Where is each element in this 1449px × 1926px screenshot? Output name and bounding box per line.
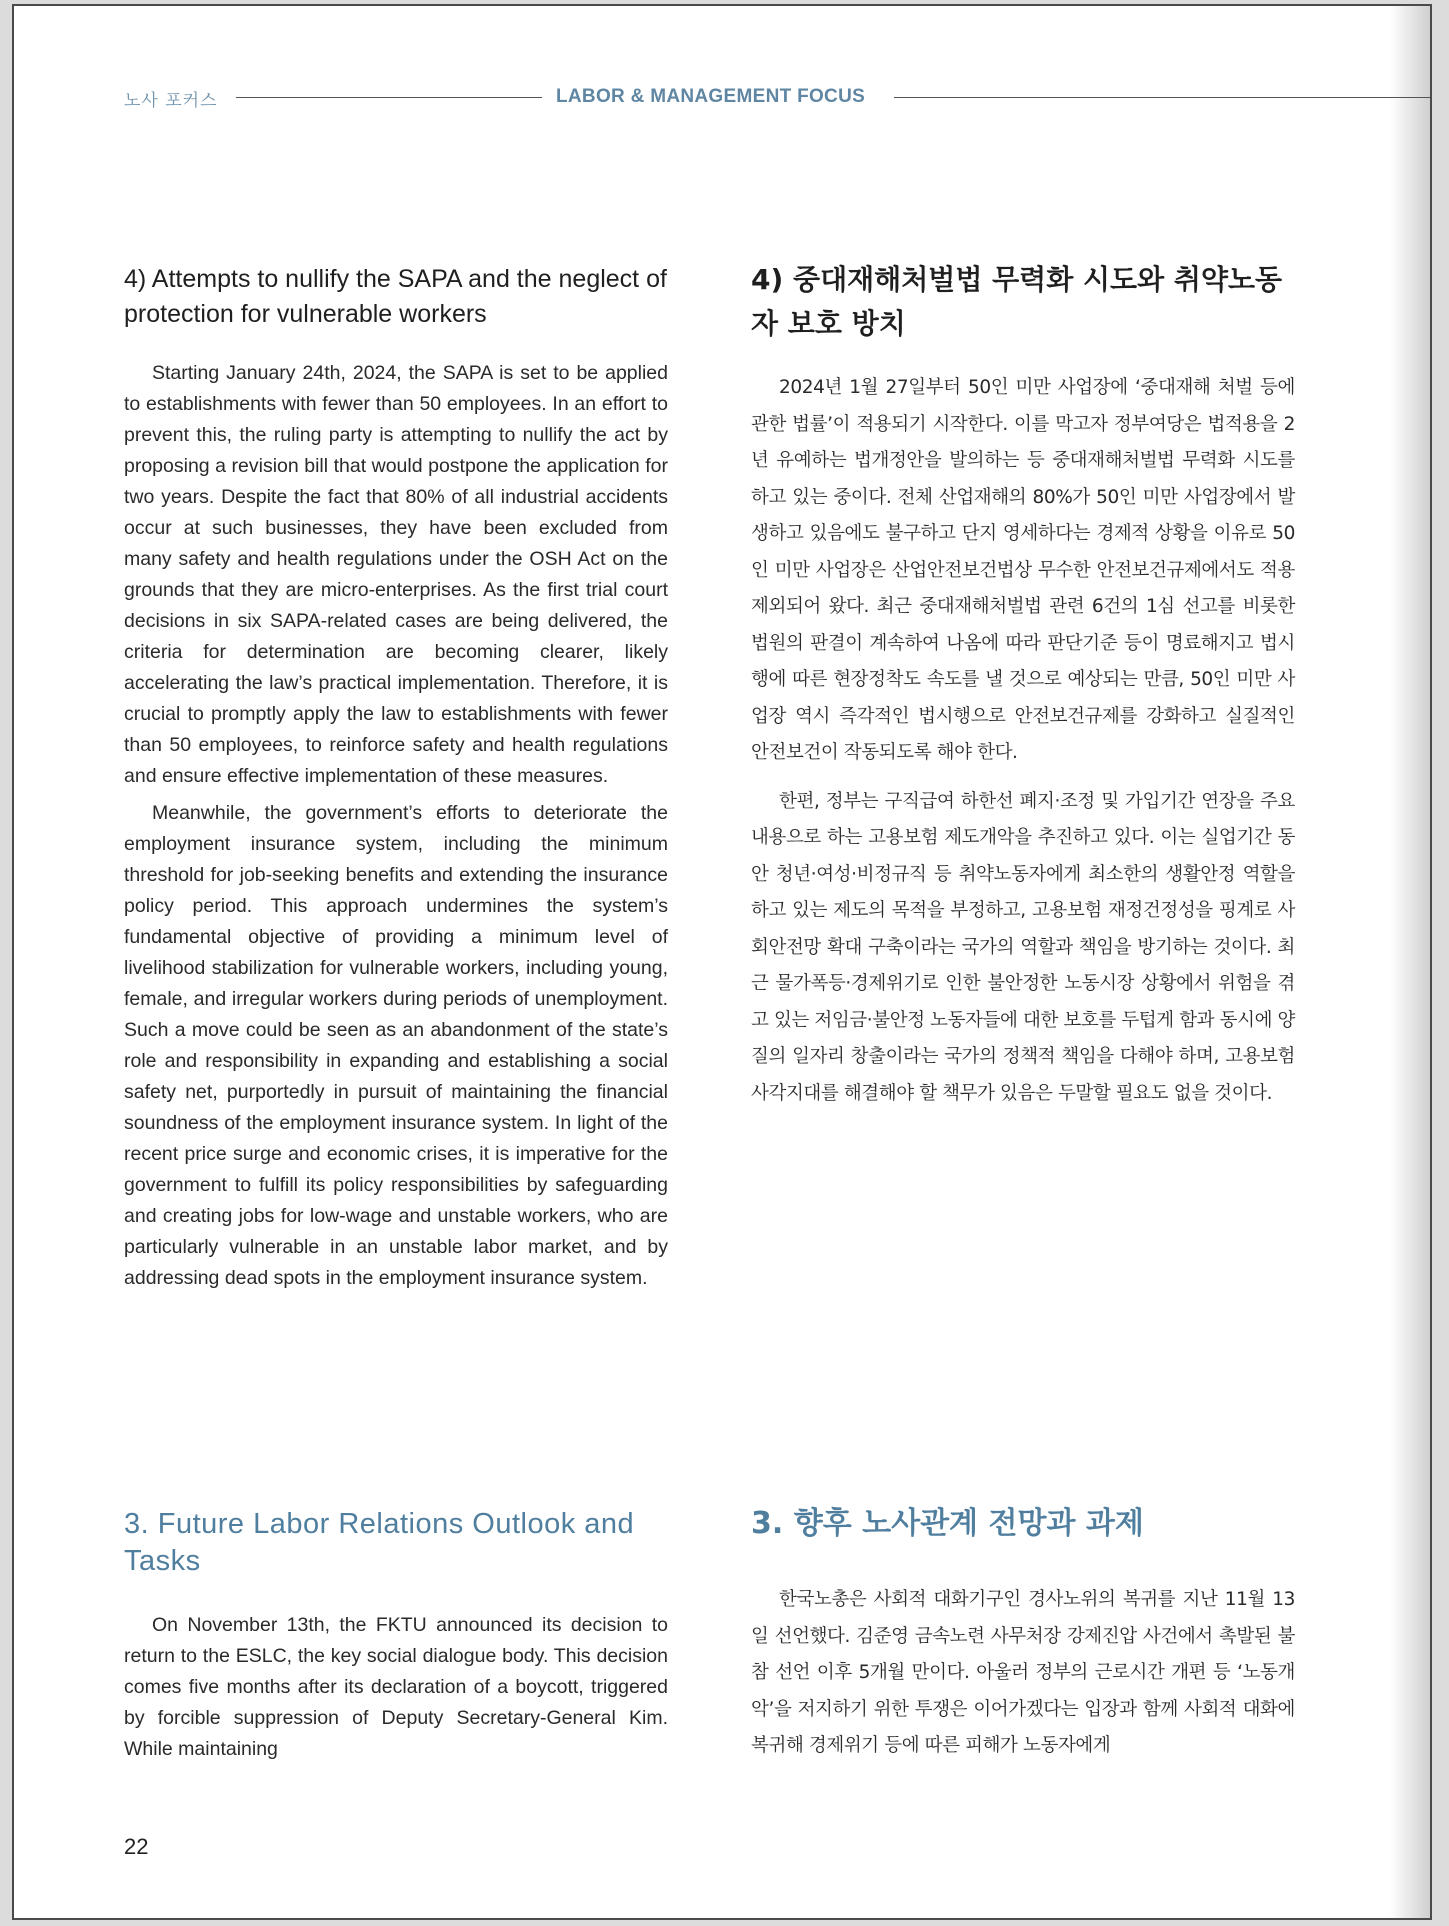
korean-section4-title: 4) 중대재해처벌법 무력화 시도와 취약노동자 보호 방치 <box>751 263 1283 340</box>
english-chapter3 <box>124 1506 668 1765</box>
korean-chapter3-paragraph-1: 한국노총은 사회적 대화기구인 경사노위의 복귀를 지난 11월 13일 선언했다. 김준영 금속노련 사무처장 강제진압 사건에서 촉발된 불참 선언 이후 5개월 만이다. 아울러 정부의 근로시간 개편 등 ‘노동개악’을 저지하기 위한 투쟁은 이어가겠다는 입장과 함께 사회적 대화에 복귀해 경제위기 등에 따른 피해가 노동자에게 <box>751 1589 1295 1756</box>
page-number: 22 <box>124 1834 149 1859</box>
korean-section4 <box>751 258 1295 1112</box>
running-header <box>124 86 1432 110</box>
english-section4-title: 4) Attempts to nullify the SAPA and the neglect of protection for vulnerable workers <box>124 265 667 328</box>
header-rule-left <box>236 97 542 98</box>
document-page <box>12 4 1432 1920</box>
korean-chapter3-title: 3. 향후 노사관계 전망과 과제 <box>751 1506 1144 1541</box>
korean-chapter3 <box>751 1504 1295 1765</box>
english-section4-paragraph-1: Starting January 24th, 2024, the SAPA is set to be applied to establishments with fewer than 50 employees. In an effort to prevent this, the ruling party is attempting to nullify the act by proposing a revision bill that would postpone the application for two years. Despite the fact that 80% of all industrial accidents occur at such businesses, they have been excluded from many safety and health regulations under the OSH Act on the grounds that they are micro-enterprises. As the first trial court decisions in six SAPA-related cases are being delivered, the criteria for determination are becoming clearer, likely accelerating the law’s practical implementation. Therefore, it is crucial to promptly apply the law to establishments with fewer than 50 employees, to reinforce safety and health regulations and ensure effective implementation of these measures. <box>124 362 668 787</box>
english-chapter3-title: 3. Future Labor Relations Outlook and Tasks <box>124 1508 635 1577</box>
korean-section4-paragraph-2: 한편, 정부는 구직급여 하한선 폐지·조정 및 가입기간 연장을 주요 내용으로 하는 고용보험 제도개악을 추진하고 있다. 이는 실업기간 동안 청년·여성·비정규직 등 취약노동자에게 최소한의 생활안정 역할을 하고 있는 제도의 목적을 부정하고, 고용보험 재정건정성을 핑계로 사회안전망 확대 구축이라는 국가의 역할과 책임을 방기하는 것이다. 최근 물가폭등·경제위기로 인한 불안정한 노동시장 상황에서 위험을 겪고 있는 저임금·불안정 노동자들에 대한 보호를 두텁게 함과 동시에 양질의 일자리 창출이라는 국가의 정책적 책임을 다해야 하며, 고용보험 사각지대를 해결해야 할 책무가 있음은 두말할 필요도 없을 것이다. <box>751 790 1295 1104</box>
header-korean-label: 노사 포커스 <box>124 91 218 111</box>
korean-section4-paragraph-1: 2024년 1월 27일부터 50인 미만 사업장에 ‘중대재해 처벌 등에 관한 법률’이 적용되기 시작한다. 이를 막고자 정부여당은 법적용을 2년 유예하는 법개정안을 발의하는 등 중대재해처벌법 무력화 시도를 하고 있는 중이다. 전체 산업재해의 80%가 50인 미만 사업장에서 발생하고 있음에도 불구하고 단지 영세하다는 경제적 상황을 이유로 50인 미만 사업장은 산업안전보건법상 무수한 안전보건규제에서도 적용제외되어 왔다. 최근 중대재해처벌법 관련 6건의 1심 선고를 비롯한 법원의 판결이 계속하여 나옴에 따라 판단기준 등이 명료해지고 법시행에 따른 현장정착도 속도를 낼 것으로 예상되는 만큼, 50인 미만 사업장 역시 즉각적인 법시행으로 안전보건규제를 강화하고 실질적인 안전보건이 작동되도록 해야 한다. <box>751 377 1295 763</box>
english-section4 <box>124 262 668 1294</box>
english-section4-paragraph-2: Meanwhile, the government’s efforts to deteriorate the employment insurance system, including the minimum threshold for job-seeking benefits and extending the insurance policy period. This approach undermines the system’s fundamental objective of providing a minimum level of livelihood stabilization for vulnerable workers, including young, female, and irregular workers during periods of unemployment. Such a move could be seen as an abandonment of the state’s role and responsibility in expanding and establishing a social safety net, purportedly in pursuit of maintaining the financial soundness of the employment insurance system. In light of the recent price surge and economic crises, it is imperative for the government to fulfill its policy responsibilities by safeguarding and creating jobs for low-wage and unstable workers, who are particularly vulnerable in an unstable labor market, and by addressing dead spots in the employment insurance system. <box>124 802 668 1289</box>
header-english-label: LABOR & MANAGEMENT FOCUS <box>556 86 866 107</box>
page-spine-shadow <box>1390 6 1430 1918</box>
header-rule-right <box>894 97 1432 98</box>
english-chapter3-paragraph-1: On November 13th, the FKTU announced its decision to return to the ESLC, the key social dialogue body. This decision comes five months after its declaration of a boycott, triggered by forcible suppression of Deputy Secretary-General Kim. While maintaining <box>124 1614 668 1760</box>
